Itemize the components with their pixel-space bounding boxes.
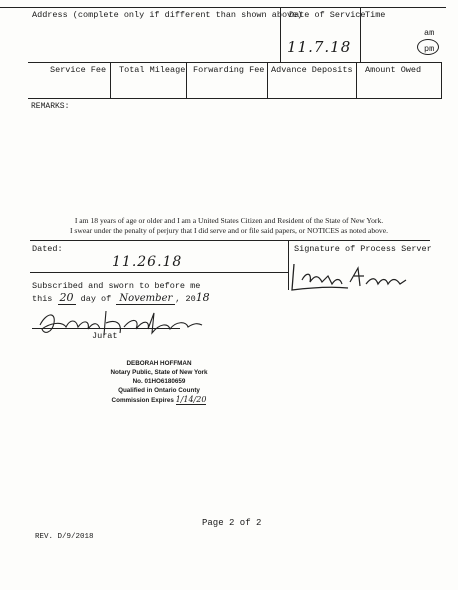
- notary-name: DEBORAH HOFFMAN: [126, 360, 192, 367]
- sworn-day-of-text: day of: [80, 294, 112, 304]
- sworn-year-prefix: 20: [185, 294, 196, 304]
- remarks-label: REMARKS:: [31, 102, 70, 111]
- process-server-signature: [288, 258, 428, 298]
- jurat-label: Jurat: [92, 331, 118, 341]
- sworn-day-value: 20: [59, 291, 74, 304]
- amount-owed-label: Amount Owed: [365, 65, 422, 75]
- sworn-year-value: 18: [195, 291, 210, 304]
- statement-line-1: I am 18 years of age or older and I am a United States Citizen and Resident of the State of New York.: [74, 216, 384, 225]
- sworn-line-2: this 20 day of November , 2018: [32, 291, 210, 304]
- page-number: Page 2 of 2: [202, 518, 262, 528]
- notary-stamp: [100, 359, 218, 405]
- notary-line-5: [100, 395, 218, 405]
- advance-deposits-label: Advance Deposits: [271, 65, 353, 75]
- signature-label: Signature of Process Server: [294, 244, 432, 254]
- notary-line-4: Qualified in Ontario County: [118, 387, 200, 394]
- address-label: Address (complete only if different than shown above): [32, 10, 303, 20]
- sworn-line-1: Subscribed and sworn to before me: [32, 281, 201, 291]
- dated-value: 11.26.18: [112, 254, 183, 270]
- revision-label: REV. D/9/2018: [35, 533, 94, 541]
- sworn-month-value: November: [116, 293, 175, 305]
- notary-expires-label: Commission Expires: [111, 397, 174, 404]
- date-of-service-value: 11.7.18: [287, 38, 352, 56]
- date-of-service-label: Date of Service: [289, 10, 366, 20]
- time-label: Time: [365, 10, 386, 20]
- notary-line-2: Notary Public, State of New York: [110, 369, 208, 376]
- dated-label: Dated:: [32, 244, 63, 254]
- pm-circle-mark: [417, 39, 439, 55]
- am-label: am: [424, 28, 435, 38]
- service-table: [0, 0, 458, 100]
- forwarding-fee-label: Forwarding Fee: [193, 65, 265, 75]
- total-mileage-label: Total Mileage: [119, 65, 186, 75]
- service-fee-label: Service Fee: [50, 65, 107, 75]
- notary-expires-value: 1/14/20: [175, 395, 207, 404]
- sworn-this-text: this: [32, 294, 53, 304]
- statement-line-2: I swear under the penalty of perjury that I did serve and or file said papers, or NOTICES as noted above.: [70, 226, 388, 235]
- certification-statement: [0, 216, 458, 236]
- notary-line-3: No. 01HO6180659: [132, 378, 186, 385]
- notary-signature: [36, 305, 206, 341]
- sworn-block: [32, 281, 210, 305]
- pm-label: pm: [424, 44, 435, 54]
